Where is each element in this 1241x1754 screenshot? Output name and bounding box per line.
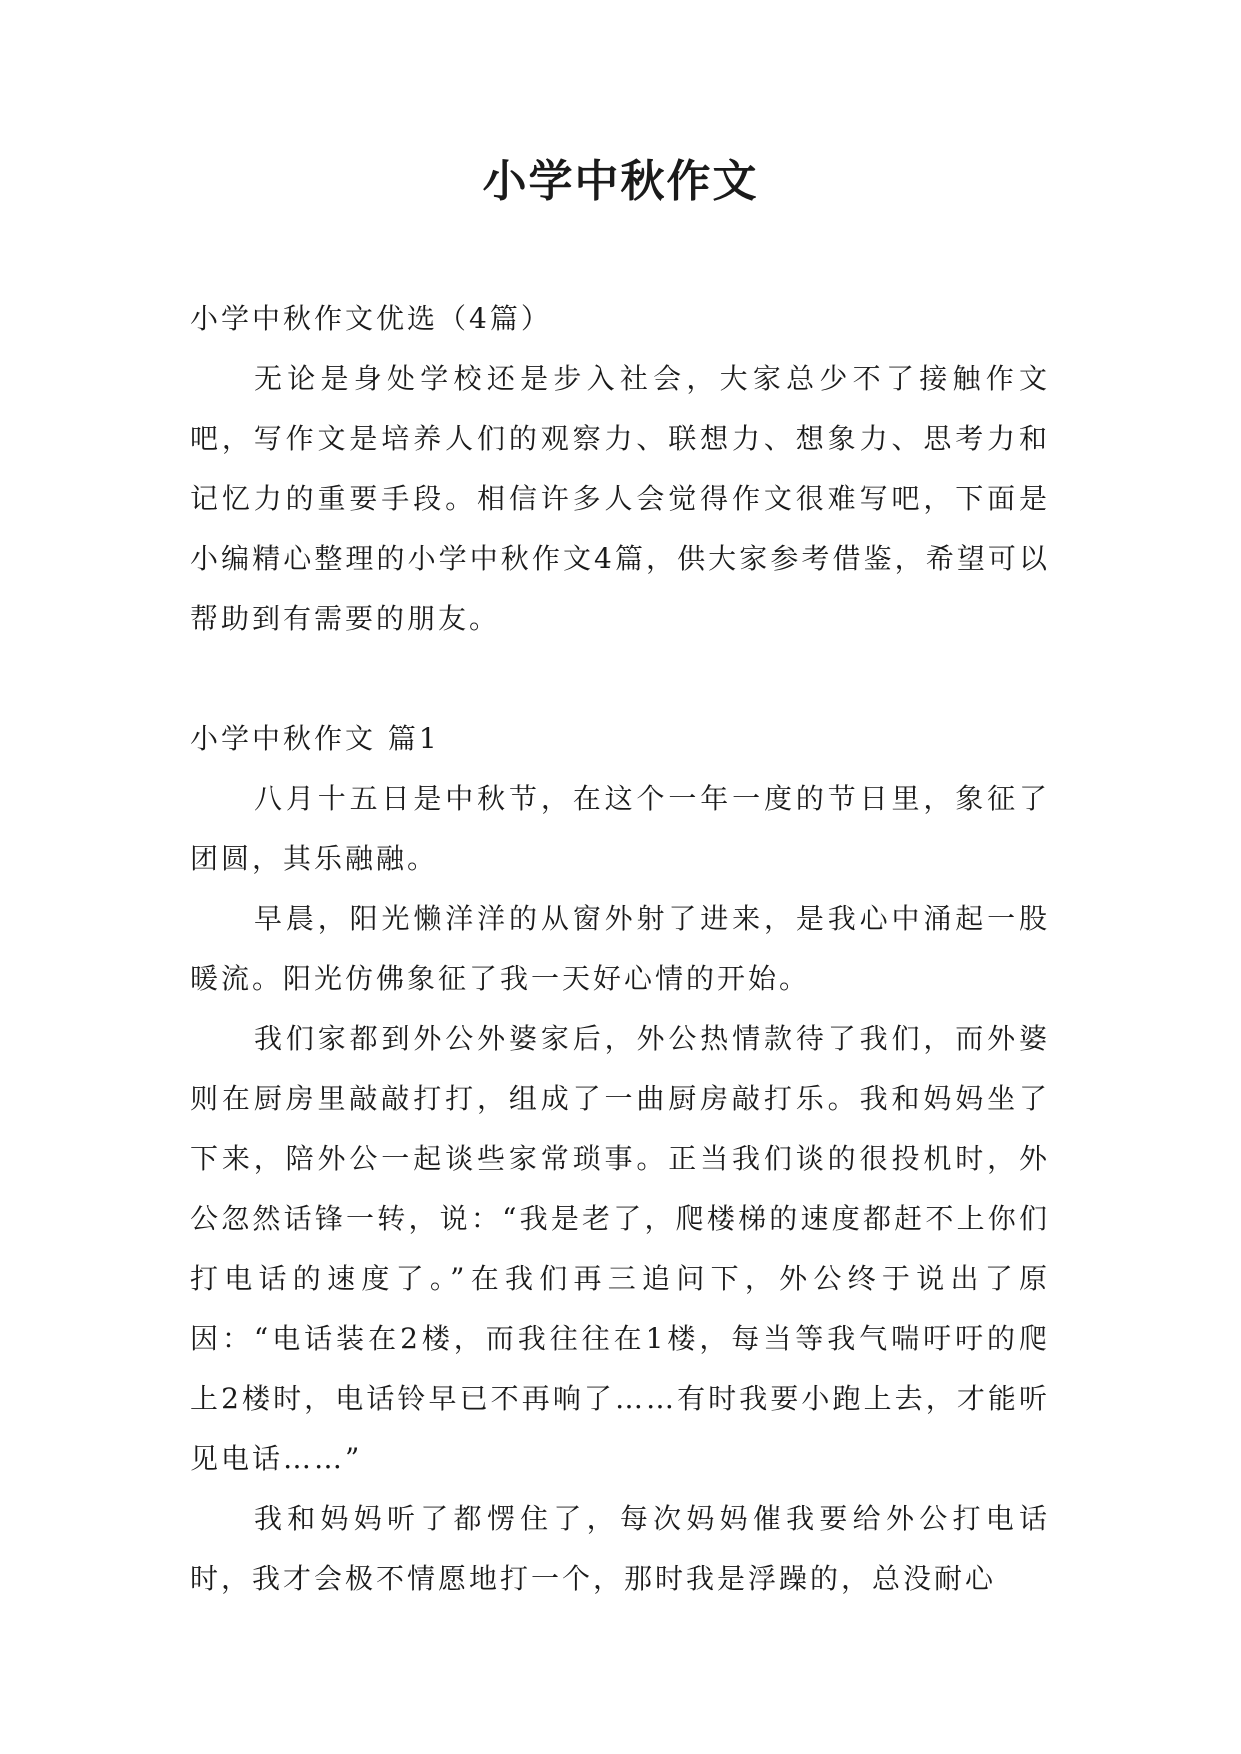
intro-heading: 小学中秋作文优选（4篇） — [190, 302, 552, 335]
paragraph: 我们家都到外公外婆家后，外公热情款待了我们，而外婆则在厨房里敲敲打打，组成了一曲厨房敲打乐。我和妈妈坐了下来，陪外公一起谈些家常琐事。正当我们谈的很投机时，外公忽然话锋一转，说：“我是老了，爬楼梯的速度都赶不上你们打电话的速度了。”在我们再三追问下，外公终于说出了原因：“电话装在2楼，而我往往在1楼，每当等我气喘吁吁的爬上2楼时，电话铃早已不再响了……有时我要小跑上去，才能听见电话……” — [190, 1022, 1050, 1475]
paragraph: 八月十五日是中秋节，在这个一年一度的节日里，象征了团圆，其乐融融。 — [190, 782, 1050, 875]
intro-paragraph: 无论是身处学校还是步入社会，大家总少不了接触作文吧，写作文是培养人们的观察力、联想力、想象力、思考力和记忆力的重要手段。相信许多人会觉得作文很难写吧，下面是小编精心整理的小学中秋作文4篇，供大家参考借鉴，希望可以帮助到有需要的朋友。 — [190, 362, 1050, 635]
document-title: 小学中秋作文 — [482, 156, 759, 207]
section-spacer — [190, 649, 1050, 709]
paragraph: 早晨，阳光懒洋洋的从窗外射了进来，是我心中涌起一股暖流。阳光仿佛象征了我一天好心情的开始。 — [190, 902, 1050, 995]
paragraph: 我和妈妈听了都愣住了，每次妈妈催我要给外公打电话时，我才会极不情愿地打一个，那时我是浮躁的，总没耐心 — [190, 1502, 1050, 1595]
document-body — [190, 289, 1050, 1609]
section-heading: 小学中秋作文 篇1 — [190, 722, 440, 755]
